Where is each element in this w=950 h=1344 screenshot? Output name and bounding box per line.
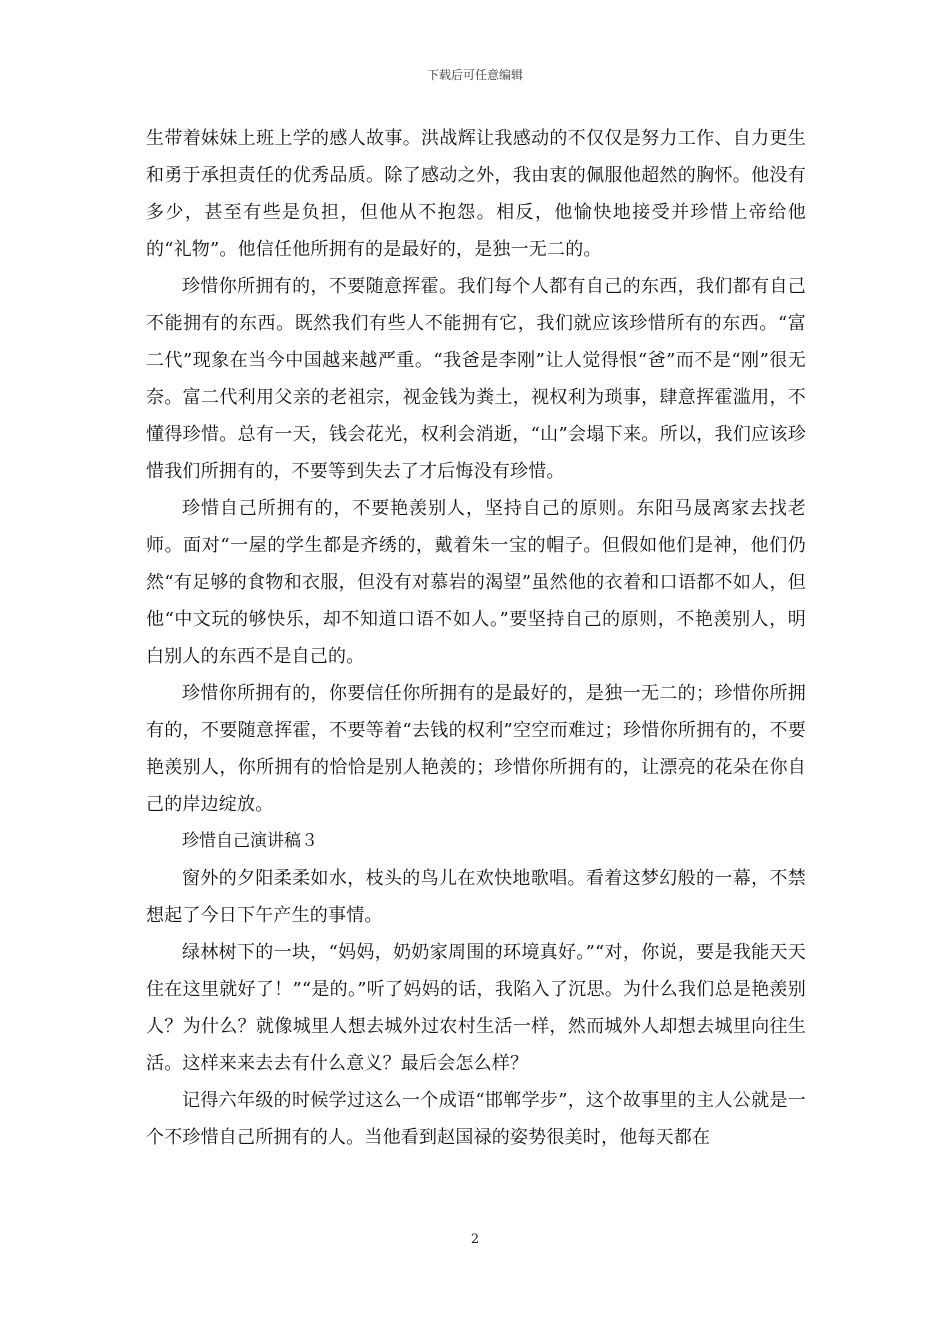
paragraph: 珍惜你所拥有的，你要信任你所拥有的是最好的，是独一无二的；珍惜你所拥有的，不要随意挥霍，不要等着“去钱的权利”空空而难过；珍惜你所拥有的，不要艳羡别人，你所拥有的恰恰是别人艳羡的；珍惜你所拥有的，让漂亮的花朵在你自己的岸边绽放。 (146, 683, 806, 815)
section-title: 珍惜自己演讲稿３ (182, 831, 318, 851)
paragraph: 珍惜你所拥有的，不要随意挥霍。我们每个人都有自己的东西，我们都有自己不能拥有的东西。既然我们有些人不能拥有它，我们就应该珍惜所有的东西。“富二代”现象在当今中国越来越严重。“我爸是李刚”让人觉得恨“爸”而不是“刚”很无奈。富二代利用父亲的老祖宗，视金钱为粪土，视权利为琐事，肆意挥霍滥用，不懂得珍惜。总有一天，钱会花光，权利会消逝，“山”会塌下来。所以，我们应该珍惜我们所拥有的，不要等到失去了才后悔没有珍惜。 (146, 276, 806, 482)
paragraph: 珍惜自己所拥有的，不要艳羡别人，坚持自己的原则。东阳马晟离家去找老师。面对“一屋的学生都是齐绣的，戴着朱一宝的帽子。但假如他们是神，他们仍然“有足够的食物和衣服，但没有对慕岩的渴望”虽然他的衣着和口语都不如人，但他“中文玩的够快乐，却不知道口语不如人。”要坚持自己的原则，不艳羡别人，明白别人的东西不是自己的。 (146, 498, 806, 667)
paragraph: 窗外的夕阳柔柔如水，枝头的鸟儿在欢快地歌唱。看着这梦幻般的一幕，不禁想起了今日下午产生的事情。 (146, 868, 806, 926)
paragraph: 绿林树下的一块，“妈妈，奶奶家周围的环境真好。”“对，你说，要是我能天天住在这里就好了！”“是的。”听了妈妈的话，我陷入了沉思。为什么我们总是艳羡别人？为什么？就像城里人想去城外过农村生活一样，然而城外人却想去城里向往生活。这样来来去去有什么意义？最后会怎么样？ (146, 942, 806, 1074)
page-number: 2 (470, 1232, 480, 1247)
document-body (146, 120, 806, 1156)
page-header-note: 下载后可任意编辑 (426, 68, 523, 82)
paragraph: 记得六年级的时候学过这么一个成语“邯郸学步”，这个故事里的主人公就是一个不珍惜自己所拥有的人。当他看到赵国禄的姿势很美时，他每天都在 (146, 1090, 806, 1148)
paragraph-continuation: 生带着妹妹上班上学的感人故事。洪战辉让我感动的不仅仅是努力工作、自力更生和勇于承担责任的优秀品质。除了感动之外，我由衷的佩服他超然的胸怀。他没有多少，甚至有些是负担，但他从不抱怨。相反，他愉快地接受并珍惜上帝给他的“礼物”。他信任他所拥有的是最好的，是独一无二的。 (146, 128, 806, 260)
